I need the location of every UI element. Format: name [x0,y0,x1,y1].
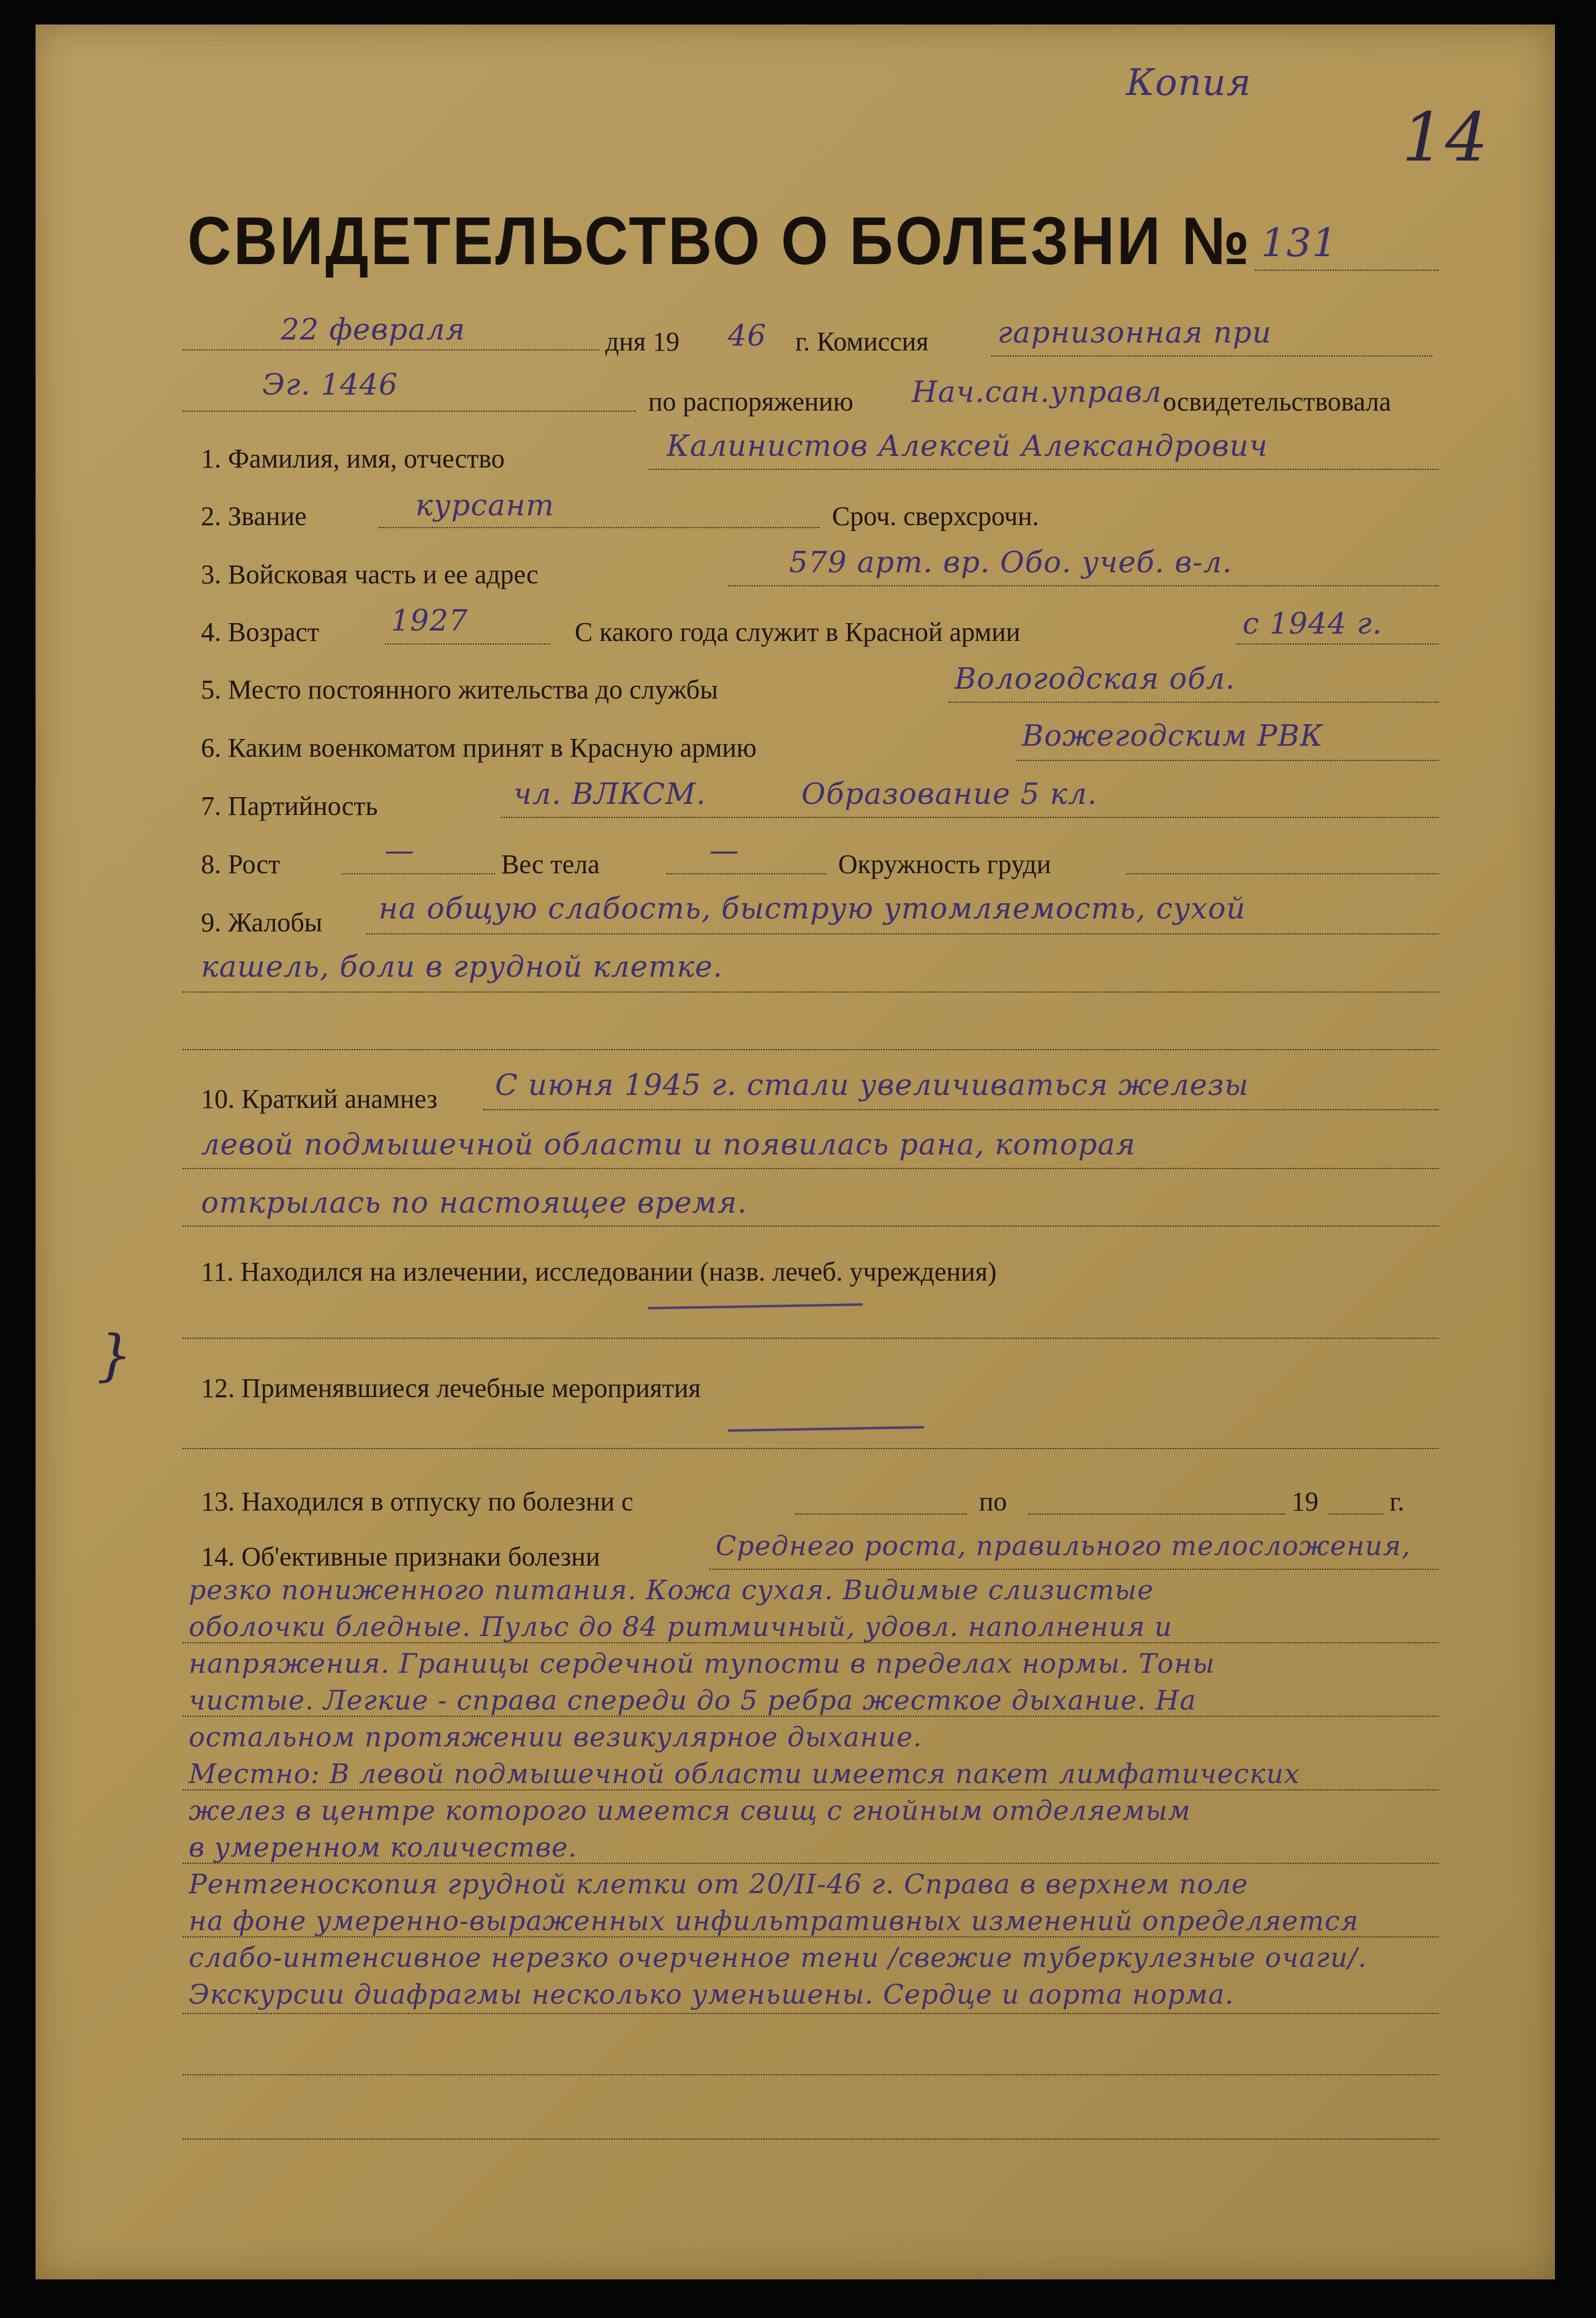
field-9-label: 9. Жалобы [201,907,323,937]
service-since-label: С какого года служит в Красной армии [575,617,1021,647]
anamnesis-line-3: открылась по настоящее время. [201,1186,747,1220]
objective-line-10: на фоне умеренно-выраженных инфильтративных изменений определяется [189,1906,1359,1937]
hospital-line [183,411,636,412]
leave-to-label: по [979,1487,1007,1517]
objective-line-5: остальном протяжении везикулярное дыхание. [189,1722,923,1753]
copy-note: Копия [1126,61,1252,104]
rank-value: курсант [415,488,554,523]
objective-line-8: в умеренном количестве. [189,1832,578,1863]
field-10-label: 10. Краткий анамнез [201,1084,437,1114]
leave-year-label: 19 [1292,1487,1318,1517]
party-value: чл. ВЛКСМ. [513,777,706,811]
service-since-value: с 1944 г. [1242,607,1383,641]
field-4-line [385,643,550,645]
field-10-line-3 [183,1225,1439,1227]
field-12-line [183,1448,1439,1449]
objective-line-7: желез в центре которого имеется свищ с гнойным отделяемым [189,1795,1191,1827]
certificate-number: 131 [1261,221,1338,266]
examined-label: освидетельствовала [1163,387,1391,417]
complaints-line-2: кашель, боли в грудной клетке. [201,950,723,984]
field-11-line [183,1338,1439,1339]
education-value: Образование 5 кл. [801,777,1098,811]
complaints-line-1: на общую слабость, быструю утомляемость, сухой [379,892,1246,926]
field-3-line [728,585,1439,586]
leave-year-line [1328,1513,1383,1515]
field-3-label: 3. Войсковая часть и ее адрес [201,559,539,589]
height-value: — [385,833,415,868]
field-8-label: 8. Рост [201,849,281,879]
field-7-line [501,817,1439,818]
field-5-line [948,702,1439,703]
objective-line-1: резко пониженного питания. Кожа сухая. Видимые слизистые [189,1575,1154,1606]
field-11-underline [648,1303,863,1309]
field-11-label: 11. Находился на излечении, исследовании (назв. лечеб. учреждения) [201,1257,997,1287]
chest-label: Окружность груди [838,849,1051,879]
leave-g-label: г. [1390,1487,1405,1517]
leave-from-line [795,1513,967,1515]
full-name-value: Калинистов Алексей Александрович [667,429,1268,463]
commission-value: гарнизонная при [997,316,1272,350]
page-title [187,202,1252,280]
day-label: дня 19 [605,327,680,357]
objective-line-11: слабо-интенсивное нерезко очерченное тени /свежие туберкулезные очаги/. [189,1942,1367,1974]
weight-value: — [709,833,739,868]
field-14-line-7 [183,2074,1439,2075]
field-2-label: 2. Звание [201,501,307,531]
field-14-line-4 [183,1863,1439,1864]
field-14-line-0 [709,1569,1439,1570]
field-12-label: 12. Применявшиеся лечебные мероприятия [201,1373,701,1403]
field-12-underline [728,1426,924,1432]
page-number: 14 [1402,98,1489,176]
field-7-label: 7. Партийность [201,791,378,821]
margin-mark: } [97,1324,132,1388]
field-14-line-5 [183,1936,1439,1937]
field-13-label: 13. Находился в отпуску по болезни с [201,1487,633,1517]
anamnesis-line-2: левой подмышечной области и появилась рана, которая [201,1127,1136,1162]
date-value: 22 февраля [281,312,466,347]
field-9-line-3 [183,1049,1439,1050]
weight-label: Вес тела [501,849,600,879]
commission-line [991,355,1432,357]
field-6-label: 6. Каким военкоматом принят в Красную армию [201,733,757,763]
commission-label: г. Комиссия [795,327,929,357]
objective-line-6: Местно: В левой подмышечной области имеется пакет лимфатических [189,1759,1300,1790]
leave-to-line [1028,1513,1285,1515]
number-line [1255,270,1439,271]
enlistment-office-value: Вожегодским РВК [1022,719,1323,753]
height-line [342,873,495,874]
field-14-line-2 [183,1716,1439,1717]
residence-value: Вологодская обл. [955,662,1236,696]
hospital-value: Эг. 1446 [262,368,398,402]
age-value: 1927 [391,604,469,638]
field-1-line [648,469,1439,470]
field-2-line [379,527,820,528]
field-14-line-1 [183,1642,1439,1643]
field-10-line-2 [183,1168,1439,1169]
military-unit-value: 579 арт. вр. Обо. учеб. в-л. [789,545,1233,580]
field-14-line-8 [183,2138,1439,2140]
field-4-label: 4. Возраст [201,617,320,647]
service-type-label: Сроч. сверхсрочн. [832,501,1039,531]
field-1-label: 1. Фамилия, имя, отчество [201,444,505,474]
field-14-label: 14. Об'ективные признаки болезни [201,1542,600,1572]
objective-line-9: Рентгеноскопия грудной клетки от 20/II-46 г. Справа в верхнем поле [189,1869,1249,1900]
objective-line-3: напряжения. Границы сердечной тупости в пределах нормы. Тоны [189,1648,1216,1680]
chest-line [1126,873,1439,874]
weight-line [667,873,826,874]
field-5-label: 5. Место постоянного жительства до службы [201,675,718,705]
field-6-line [1016,760,1439,761]
year-value: 46 [728,319,767,353]
document-sheet [36,25,1555,2279]
date-line [183,349,599,350]
field-10-line-1 [483,1109,1439,1110]
order-value: Нач.сан.управл. [912,375,1172,409]
title-text: СВИДЕТЕЛЬСТВО О БОЛЕЗНИ № [187,203,1252,279]
field-14-line-3 [183,1789,1439,1790]
objective-line-2: оболочки бледные. Пульс до 84 ритмичный, удовл. наполнения и [189,1612,1173,1643]
objective-line-4: чистые. Легкие - справа спереди до 5 ребра жесткое дыхание. На [189,1685,1197,1716]
field-9-line-2 [183,991,1439,993]
field-14-line-6 [183,2013,1439,2014]
field-9-line-1 [366,933,1439,934]
objective-line-12: Экскурсии диафрагмы несколько уменьшены. Сердце и аорта норма. [189,1979,1235,2010]
objective-line-0: Среднего роста, правильного телосложения, [716,1531,1411,1562]
anamnesis-line-1: С июня 1945 г. стали увеличиваться железы [495,1068,1249,1102]
order-label: по распоряжению [648,387,853,417]
service-since-line [1236,643,1439,645]
